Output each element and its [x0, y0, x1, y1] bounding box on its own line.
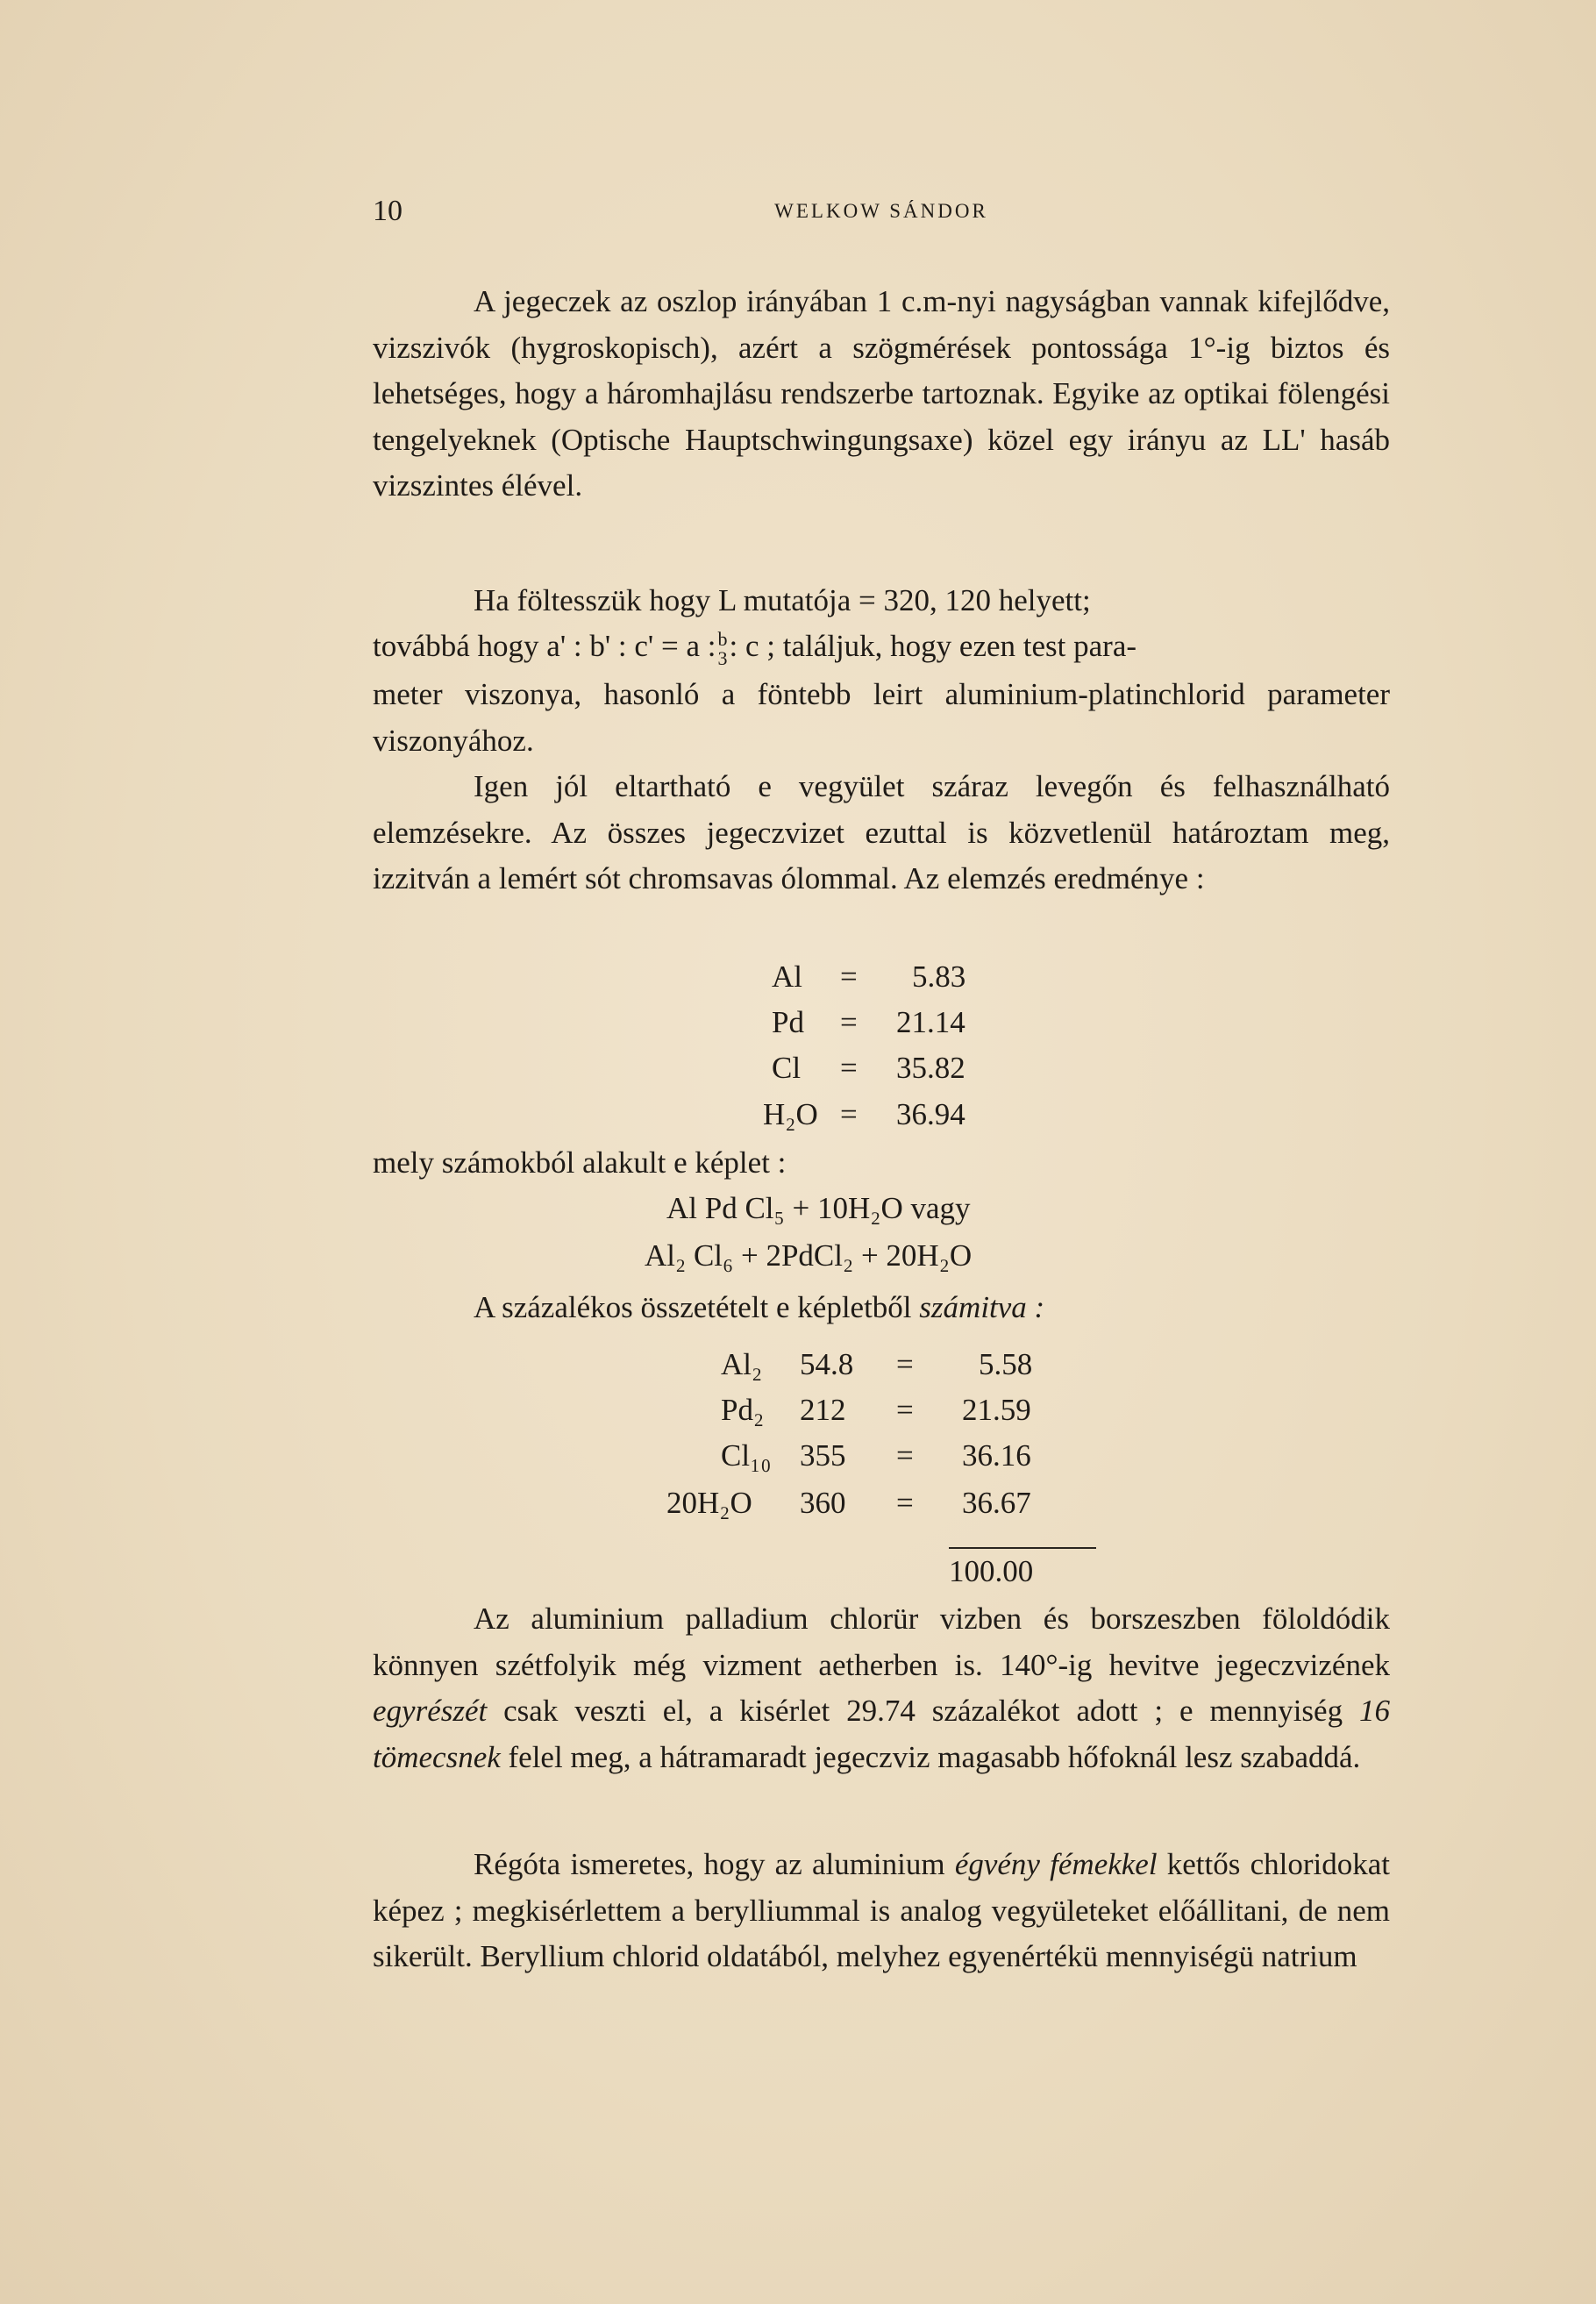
solubility-text-c: felel meg, a hátramaradt jegeczviz magasabb hőfoknál lesz szabaddá. [500, 1739, 1361, 1774]
parameter-line-2-before: továbbá hogy a' : b' : c' = a : [373, 629, 716, 663]
computed-intro-text: A százalékos összetételt e képletből [474, 1290, 912, 1324]
fraction-numerator: b [717, 627, 728, 650]
paragraph-crystals: A jegeczek az oszlop irányában 1 c.m-nyi nagyságban vannak kifejlődve, vizszivók (hygroskopisch), azért a szögmérések pontossága 1°-ig biztos és lehetséges, hogy a háromhajlásu rendszerbe tartoznak. Egyike az optikai fölengési tengelyeknek (Optische Hauptschwingungsaxe) közel egy irányu az LL' hasáb vizszintes élével. [373, 284, 1390, 503]
computed-element: Cl₁₀ [721, 1438, 772, 1473]
beryllium-text-a: Régóta ismeretes, hogy az aluminium [474, 1847, 955, 1881]
computed-value: 36.67 [962, 1486, 1031, 1520]
result-element: H₂O [763, 1097, 818, 1131]
computed-equals: = [896, 1393, 914, 1427]
parameter-line-2-after: : c ; találjuk, hogy ezen test para- [729, 629, 1137, 663]
parameter-line-2 [373, 624, 1390, 669]
computed-intro-italic: számitva : [919, 1290, 1045, 1324]
beryllium-italic-a: égvény fémekkel [954, 1847, 1158, 1881]
running-head: WELKOW SÁNDOR [774, 200, 988, 222]
result-element: Al [772, 959, 802, 994]
solubility-text-a: Az aluminium palladium chlorür vizben és borszeszben föloldódik könnyen szétfolyik még vizment aetherben is. 140°-ig hevitve jegeczvizének [373, 1601, 1390, 1682]
page-header [373, 195, 1390, 230]
computed-value: 5.58 [979, 1347, 1033, 1381]
computed-equals: = [896, 1438, 914, 1473]
paragraph-solubility [373, 1596, 1390, 1780]
paragraph-parameter-rest: meter viszonya, hasonló a föntebb leirt aluminium-platinchlorid parameter viszonyához. [373, 677, 1390, 758]
parameter-line-1: Ha föltesszük hogy L mutatója = 320, 120 helyett; [474, 583, 1091, 617]
computed-intro [474, 1285, 1044, 1330]
computed-element: 20H₂O [666, 1486, 752, 1520]
result-equals: = [840, 1051, 858, 1085]
formula-intro: mely számokból alakult e képlet : [373, 1145, 787, 1180]
computed-total: 100.00 [949, 1554, 1034, 1588]
formula-2: Al₂ Cl₆ + 2PdCl₂ + 20H₂O [645, 1238, 973, 1273]
result-value: 21.14 [896, 1005, 965, 1039]
result-value: 35.82 [896, 1051, 965, 1085]
computed-element: Al₂ [721, 1347, 763, 1381]
page-number: 10 [373, 195, 403, 227]
computed-value: 36.16 [962, 1438, 1031, 1473]
paragraph-beryllium [373, 1842, 1390, 1980]
paragraph-analysis: Igen jól eltartható e vegyület száraz levegőn és felhasználható elemzésekre. Az összes jegeczvizet ezuttal is közvetlenül határoztam meg, izzitván a lemért sót chromsavas ólommal. Az elemzés eredménye : [373, 769, 1390, 895]
result-equals: = [840, 1005, 858, 1039]
fraction-b-over-3 [717, 627, 728, 669]
computed-equals: = [896, 1486, 914, 1520]
solubility-italic-a: egyrészét [373, 1694, 488, 1728]
beryllium-text-b: kettős chloridokat képez ; megkisérlettem a berylliummal is analog vegyületeket előállitani, de nem sikerült. Beryllium chlorid oldatából, melyhez egyenértékü mennyiségü natrium [373, 1847, 1390, 1973]
computed-mass: 54.8 [800, 1347, 854, 1381]
result-equals: = [840, 1097, 858, 1131]
computed-equals: = [896, 1347, 914, 1381]
result-element: Cl [772, 1051, 802, 1085]
result-equals: = [840, 959, 858, 994]
result-value: 36.94 [896, 1097, 965, 1131]
fraction-denominator: 3 [717, 646, 728, 669]
formula-1: Al Pd Cl₅ + 10H₂O vagy [666, 1191, 971, 1225]
computed-mass: 360 [800, 1486, 846, 1520]
computed-element: Pd₂ [721, 1393, 765, 1427]
result-element: Pd [772, 1005, 804, 1039]
computed-value: 21.59 [962, 1393, 1031, 1427]
computed-mass: 212 [800, 1393, 846, 1427]
computed-mass: 355 [800, 1438, 846, 1473]
solubility-italic-b: 16 tömecsnek [373, 1694, 1390, 1774]
result-value: 5.83 [912, 959, 966, 994]
solubility-text-b: csak veszti el, a kisérlet 29.74 százalékot adott ; e mennyiség [487, 1694, 1359, 1728]
